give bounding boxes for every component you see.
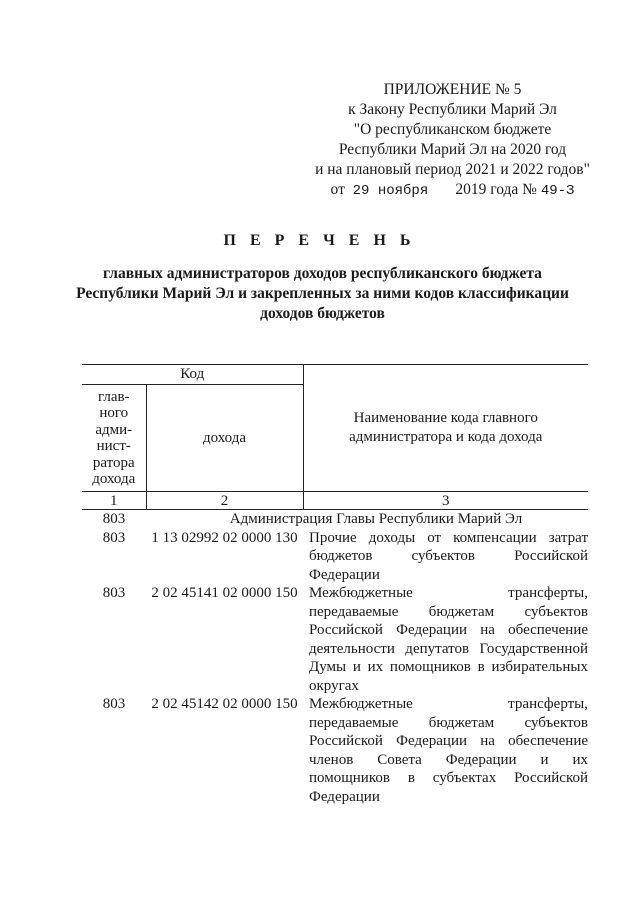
row-income-code: 2 02 45142 02 0000 150 [151,696,298,712]
row-income-name: Межбюджетные трансферты, передаваемые бюджетам субъектов Российской Федерации на обеспечение членов Совета Федерации и их помощников в субъектах Российской Федерации [309,696,588,805]
row-admin-code: 803 [102,529,126,546]
appendix-number: ПРИЛОЖЕНИЕ № 5 [383,81,522,98]
table-header-row-1 [82,365,588,385]
row-income-name: Прочие доходы от компенсации затрат бюджетов субъектов Российской Федерации [309,529,588,583]
table-number-row [82,492,588,510]
header-name-text: Наименование кода главного администратора и кода дохода [349,410,543,445]
date-year: 2019 года № [455,181,537,198]
subtitle-line-3: доходов бюджетов [260,305,385,322]
header-admin [82,385,146,492]
subtitle-line-1: главных администраторов доходов республиканского бюджета [103,265,542,282]
column-number-2: 2 [146,492,303,510]
header-name [303,365,588,492]
section-admin-name: Администрация Главы Республики Марий Эл [229,511,523,527]
column-number-1: 1 [82,492,146,510]
row-admin-code: 803 [102,585,126,601]
table-row [82,584,588,695]
appendix-law-title-3: и на плановый период 2021 и 2022 годов" [315,161,590,178]
date-prefix: от [330,181,345,198]
document-title: П Е Р Е Ч Е Н Ь [223,232,416,249]
revenue-codes-table [82,364,588,806]
date-day: 29 ноября [352,183,429,199]
date-number: 49-З [540,183,575,199]
row-income-code: 2 02 45141 02 0000 150 [151,585,298,601]
subtitle-line-2: Республики Марий Эл и закрепленных за ними кодов классификации [76,285,569,302]
document-subtitle [60,264,585,324]
appendix-date-line [290,180,615,201]
table-row [82,529,588,585]
appendix-law-title-1: "О республиканском бюджете [353,121,552,138]
section-admin-code: 803 [102,511,126,527]
appendix-law-title-2: Республики Марий Эл на 2020 год [338,141,567,158]
header-admin-text: глав- ного адми- нист- ратора дохода [92,388,136,487]
appendix-header [290,80,615,201]
row-income-name: Межбюджетные трансферты, передаваемые бюджетам субъектов Российской Федерации на обеспечение деятельности депутатов Государственной Думы и их помощников в избирательных округах [309,585,588,694]
header-income: дохода [146,385,303,492]
section-row [82,510,588,529]
row-admin-code: 803 [102,696,126,712]
table-row [82,695,588,806]
header-code: Код [82,365,303,385]
appendix-law-ref: к Закону Республики Марий Эл [348,101,557,118]
column-number-3: 3 [303,492,588,510]
row-income-code: 1 13 02992 02 0000 130 [151,529,298,546]
